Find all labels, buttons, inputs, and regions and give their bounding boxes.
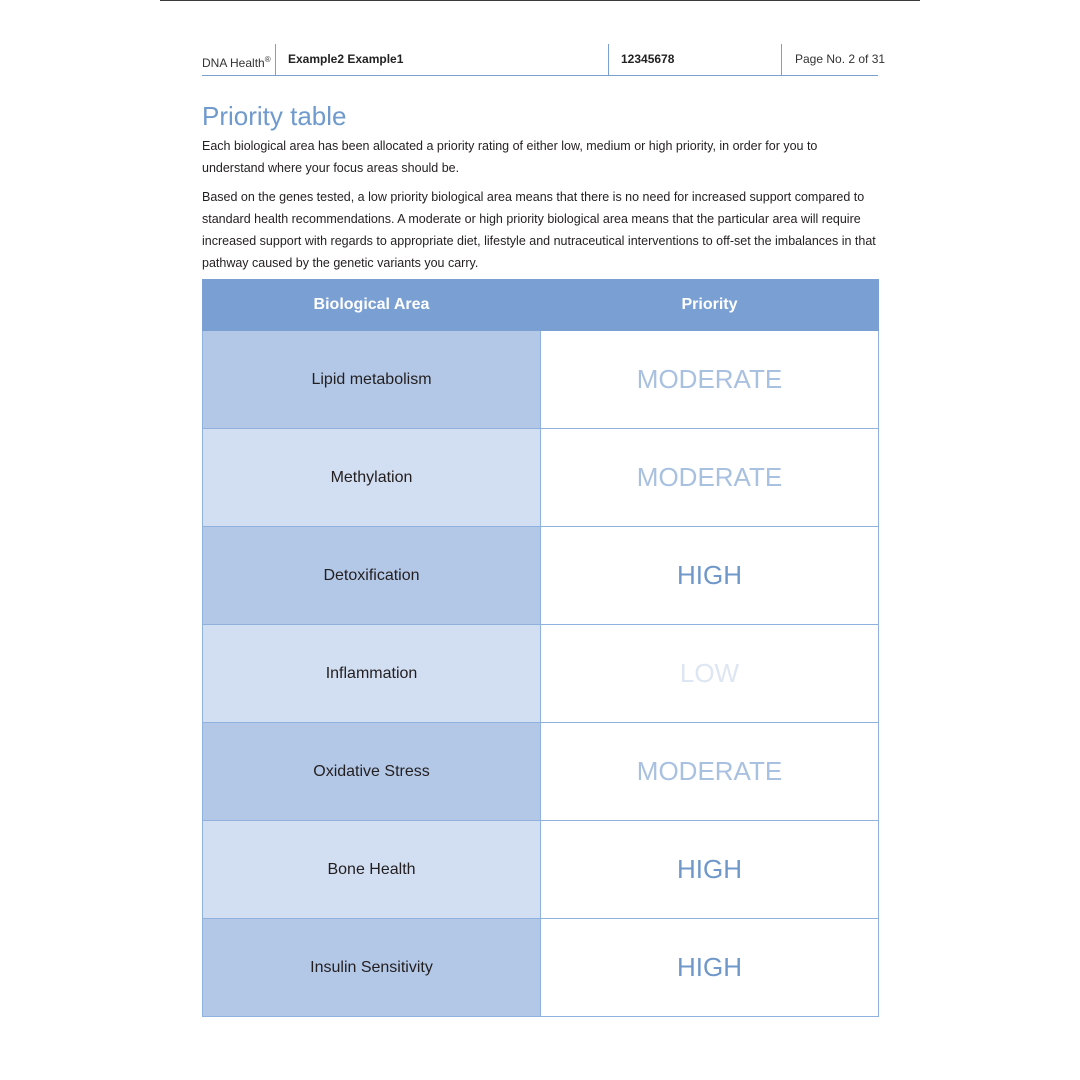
- table-row: [203, 723, 879, 821]
- column-header-priority: Priority: [541, 280, 879, 331]
- priority-cell: HIGH: [541, 821, 879, 919]
- registered-mark: ®: [264, 55, 271, 64]
- biological-area-cell: Lipid metabolism: [203, 331, 541, 429]
- kit-number: 12345678: [621, 52, 675, 66]
- priority-cell: MODERATE: [541, 429, 879, 527]
- top-rule: [160, 0, 920, 1]
- table-row: [203, 331, 879, 429]
- priority-table: [202, 279, 879, 1017]
- biological-area-cell: Inflammation: [203, 625, 541, 723]
- priority-cell: MODERATE: [541, 723, 879, 821]
- table-header-row: [203, 280, 879, 331]
- header-divider: [275, 44, 276, 75]
- biological-area-cell: Detoxification: [203, 527, 541, 625]
- table-row: [203, 429, 879, 527]
- page-title: Priority table: [202, 101, 347, 131]
- table-row: [203, 527, 879, 625]
- table-row: [203, 919, 879, 1017]
- table-row: [203, 625, 879, 723]
- intro-paragraph: Each biological area has been allocated a priority rating of either low, medium or high priority, in order for you to understand where your focus areas should be.: [202, 139, 818, 175]
- brand-name: DNA Health®: [202, 55, 271, 70]
- priority-cell: HIGH: [541, 527, 879, 625]
- header-divider: [781, 44, 782, 75]
- biological-area-cell: Methylation: [203, 429, 541, 527]
- priority-cell: LOW: [541, 625, 879, 723]
- page-number: Page No. 2 of 31: [795, 52, 886, 66]
- page-header: [202, 44, 886, 76]
- explanation-paragraph: Based on the genes tested, a low priority biological area means that there is no need for increased support compared to standard health recommendations. A moderate or high priority biological area means that the particular area will require increased support with regards to appropriate diet, lifestyle and nutraceutical interventions to off-set the imbalances in that pathway caused by the genetic variants you carry.: [202, 190, 876, 270]
- biological-area-cell: Bone Health: [203, 821, 541, 919]
- column-header-biological-area: Biological Area: [203, 280, 541, 331]
- table-row: [203, 821, 879, 919]
- biological-area-cell: Oxidative Stress: [203, 723, 541, 821]
- biological-area-cell: Insulin Sensitivity: [203, 919, 541, 1017]
- patient-name: Example2 Example1: [288, 52, 404, 66]
- priority-cell: HIGH: [541, 919, 879, 1017]
- header-divider: [608, 44, 609, 75]
- priority-cell: MODERATE: [541, 331, 879, 429]
